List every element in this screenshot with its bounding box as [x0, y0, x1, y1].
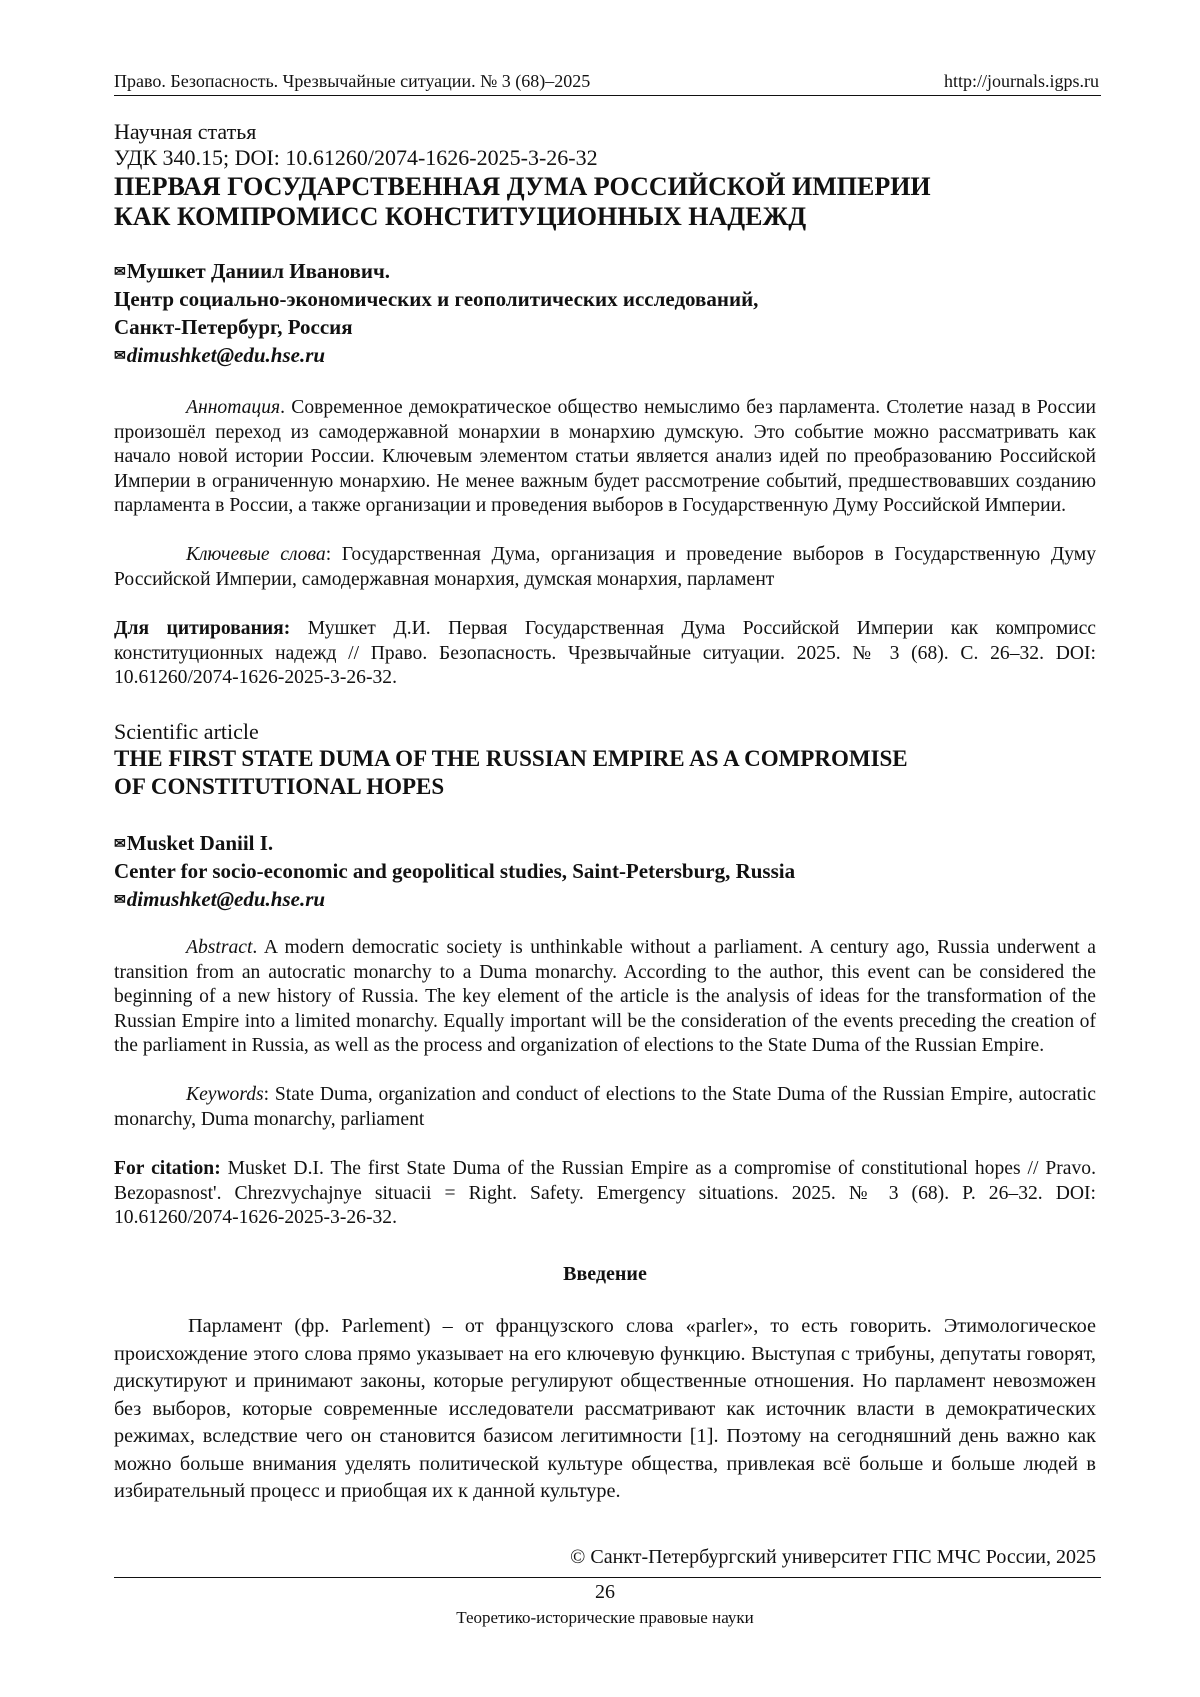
keywords-label-en: Keywords	[186, 1084, 264, 1105]
article-title-ru	[114, 172, 1096, 232]
citation-label-en: For citation:	[114, 1158, 221, 1179]
author-email-en: ✉dimushket@edu.hse.ru	[114, 887, 326, 911]
footer-divider	[114, 1577, 1101, 1578]
envelope-icon: ✉	[114, 349, 126, 364]
author-name-ru: ✉Мушкет Даниил Иванович.	[114, 259, 391, 283]
title-ru-line-1: ПЕРВАЯ ГОСУДАРСТВЕННАЯ ДУМА РОССИЙСКОЙ ИМПЕРИИ	[114, 172, 931, 201]
keywords-label-ru: Ключевые слова	[186, 544, 326, 565]
abstract-ru	[114, 396, 1096, 519]
journal-url[interactable]: http://journals.igps.ru	[944, 71, 1099, 91]
keywords-en	[114, 1083, 1096, 1132]
envelope-icon: ✉	[114, 893, 126, 908]
journal-section-name: Теоретико-исторические правовые науки	[456, 1608, 754, 1627]
keywords-text-ru: : Государственная Дума, организация и проведение выборов в Государственную Думу Российской Империи, самодержавная монархия, думская монархия, парламент	[114, 544, 1096, 590]
abstract-en	[114, 936, 1096, 1059]
author-block-ru	[114, 257, 1096, 369]
citation-label-ru: Для цитирования:	[114, 618, 291, 639]
envelope-icon: ✉	[114, 837, 126, 852]
udc-doi: УДК 340.15; DOI: 10.61260/2074-1626-2025-3-26-32	[114, 145, 598, 170]
envelope-icon: ✉	[114, 265, 126, 280]
affiliation-ru-line-1: Центр социально-экономических и геополитических исследований,	[114, 287, 759, 311]
citation-text-ru: Мушкет Д.И. Первая Государственная Дума Российской Империи как компромисс конституционных надежд // Право. Безопасность. Чрезвычайные ситуации. 2025. № 3 (68). С. 26–32. DOI: 10.61260/2074-1626-2025-3-26-32.	[114, 618, 1096, 688]
journal-name: Право. Безопасность. Чрезвычайные ситуации. № 3 (68)–2025	[114, 71, 591, 91]
copyright-notice: © Санкт-Петербургский университет ГПС МЧС России, 2025	[570, 1546, 1096, 1568]
section-heading-introduction: Введение	[563, 1263, 647, 1285]
abstract-label-ru: Аннотация	[186, 397, 281, 418]
author-email-ru: ✉dimushket@edu.hse.ru	[114, 343, 326, 367]
citation-text-en: Musket D.I. The first State Duma of the Russian Empire as a compromise of constitutional hopes // Pravo. Bezopasnost'. Chrezvychajnye situacii = Right. Safety. Emergency situations. 2025. № 3 (68). P. 26–32. DOI: 10.61260/2074-1626-2025-3-26-32.	[114, 1158, 1097, 1228]
article-type-en: Scientific article	[114, 719, 259, 744]
citation-ru	[114, 617, 1096, 691]
author-name-en: ✉Musket Daniil I.	[114, 831, 274, 855]
citation-en	[114, 1157, 1096, 1231]
title-ru-line-2: КАК КОМПРОМИСС КОНСТИТУЦИОННЫХ НАДЕЖД	[114, 202, 807, 231]
keywords-ru	[114, 543, 1096, 592]
running-header	[114, 70, 1099, 92]
affiliation-ru-line-2: Санкт-Петербург, Россия	[114, 315, 353, 339]
page-number: 26	[595, 1581, 615, 1603]
introduction-paragraph: Парламент (фр. Parlement) – от французского слова «parler», то есть говорить. Этимологическое происхождение этого слова прямо указывает на его ключевую функцию. Выступая с трибуны, депутаты говорят, дискутируют и принимают законы, которые регулируют общественные отношения. Но парламент невозможен без выборов, которые современные исследователи рассматривают как источник власти в демократических режимах, вследствие чего он становится базисом легитимности [1]. Поэтому на сегодняшний день важно как можно больше внимания уделять политической культуре общества, привлекая всё больше и больше людей в избирательный процесс и приобщая их к данной культуре.	[114, 1315, 1096, 1502]
author-block-en	[114, 829, 1096, 913]
article-type-ru: Научная статья	[114, 119, 257, 144]
abstract-text-ru: . Современное демократическое общество немыслимо без парламента. Столетие назад в России произошёл переход из самодержавной монархии в монархию думскую. Это событие можно рассматривать как начало новой истории России. Ключевым элементом статьи является анализ идей по преобразованию Российской Империи в ограниченную монархию. Не менее важным будет рассмотрение событий, предшествовавших созданию парламента в России, а также организации и проведения выборов в Государственную Думу Российской Империи.	[114, 397, 1096, 516]
header-divider	[114, 95, 1101, 96]
abstract-text-en: . A modern democratic society is unthinkable without a parliament. A century ago, Russia underwent a transition from an autocratic monarchy to a Duma monarchy. According to the author, this event can be considered the beginning of a new history of Russia. The key element of the article is the analysis of ideas for the transformation of the Russian Empire into a limited monarchy. Equally important will be the consideration of the events preceding the creation of the parliament in Russia, as well as the process and organization of elections to the State Duma of the Russian Empire.	[114, 937, 1096, 1056]
keywords-text-en: : State Duma, organization and conduct of elections to the State Duma of the Russian Empire, autocratic monarchy, Duma monarchy, parliament	[114, 1084, 1096, 1130]
abstract-label-en: Abstract	[186, 937, 253, 958]
title-en-line-2: OF CONSTITUTIONAL HOPES	[114, 774, 445, 799]
article-title-en	[114, 745, 1096, 801]
affiliation-en: Center for socio-economic and geopolitical studies, Saint-Petersburg, Russia	[114, 859, 796, 883]
title-en-line-1: THE FIRST STATE DUMA OF THE RUSSIAN EMPIRE AS A COMPROMISE	[114, 746, 908, 771]
